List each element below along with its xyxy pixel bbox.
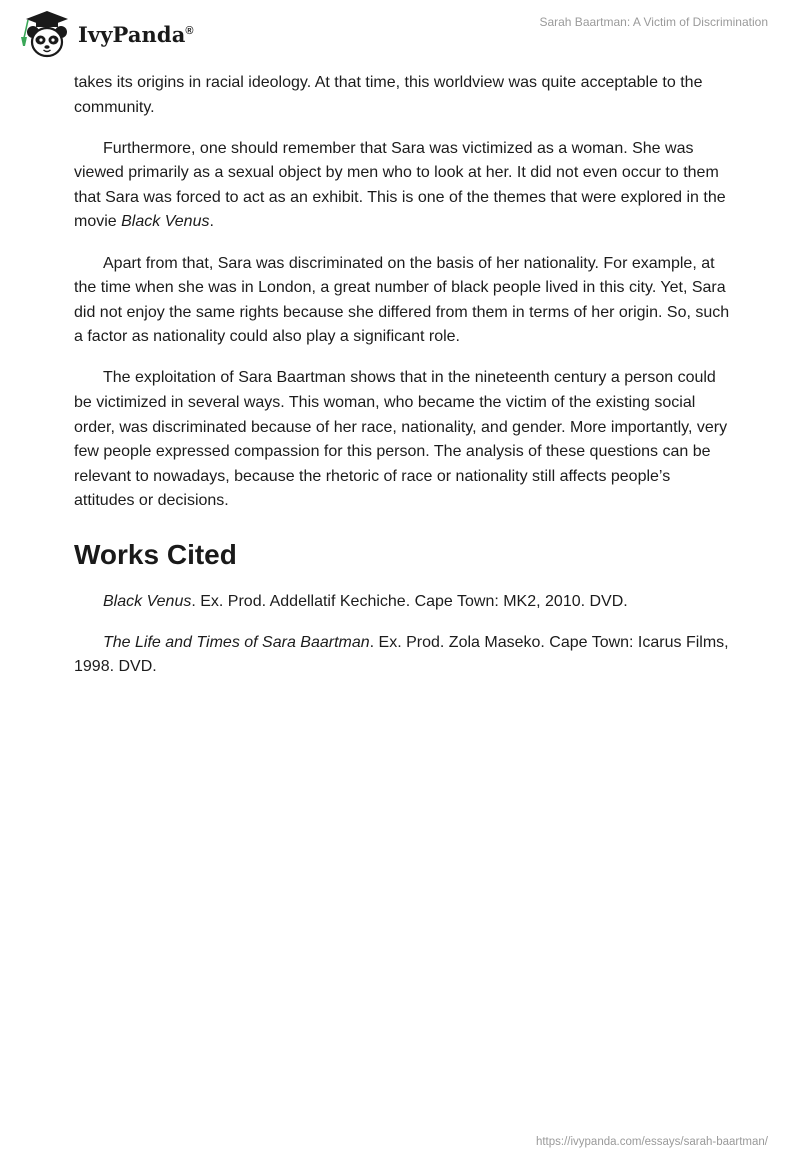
paragraph-2: Furthermore, one should remember that Sara was victimized as a woman. She was viewed primarily as a sexual object by men who to look at her. It did not even occur to them that Sara was forced to act as an exhibit. This is one of the themes that were explored in the movie Black Venus. (74, 139, 726, 231)
works-cited-heading: Works Cited (74, 539, 237, 570)
logo-wordmark: IvyPanda® (78, 21, 194, 47)
document-title: Sarah Baartman: A Victim of Discrimination (539, 15, 768, 29)
paragraph-3: Apart from that, Sara was discriminated on the basis of her nationality. For example, at the time when she was in London, a great number of black people lived in this city. Yet, Sara did not enjoy the same rights because she differed from them in terms of her origin. So, such a factor as nationality could also play a significant role. (74, 254, 730, 346)
panda-logo-icon (16, 8, 76, 60)
citation-2: The Life and Times of Sara Baartman. Ex. Prod. Zola Maseko. Cape Town: Icarus Films, 1998. DVD. (74, 633, 729, 676)
ivypanda-logo[interactable] (16, 8, 194, 60)
source-url[interactable]: https://ivypanda.com/essays/sarah-baartman/ (535, 1136, 768, 1148)
film-title-black-venus: Black Venus (121, 213, 210, 231)
page-header (0, 0, 800, 70)
paragraph-1: takes its origins in racial ideology. At that time, this worldview was quite acceptable to the community. (74, 74, 703, 116)
citation-1: Black Venus. Ex. Prod. Addellatif Kechiche. Cape Town: MK2, 2010. DVD. (103, 593, 628, 610)
paragraph-4: The exploitation of Sara Baartman shows that in the nineteenth century a person could be victimized in several ways. This woman, who became the victim of the existing social order, was discriminated because of her race, nationality, and gender. More importantly, very few people expressed compassion for this person. The analysis of these questions can be relevant to nowadays, because the rhetoric of race or nationality still affects people’s attitudes or decisions. (74, 369, 728, 510)
essay-content (74, 71, 734, 696)
